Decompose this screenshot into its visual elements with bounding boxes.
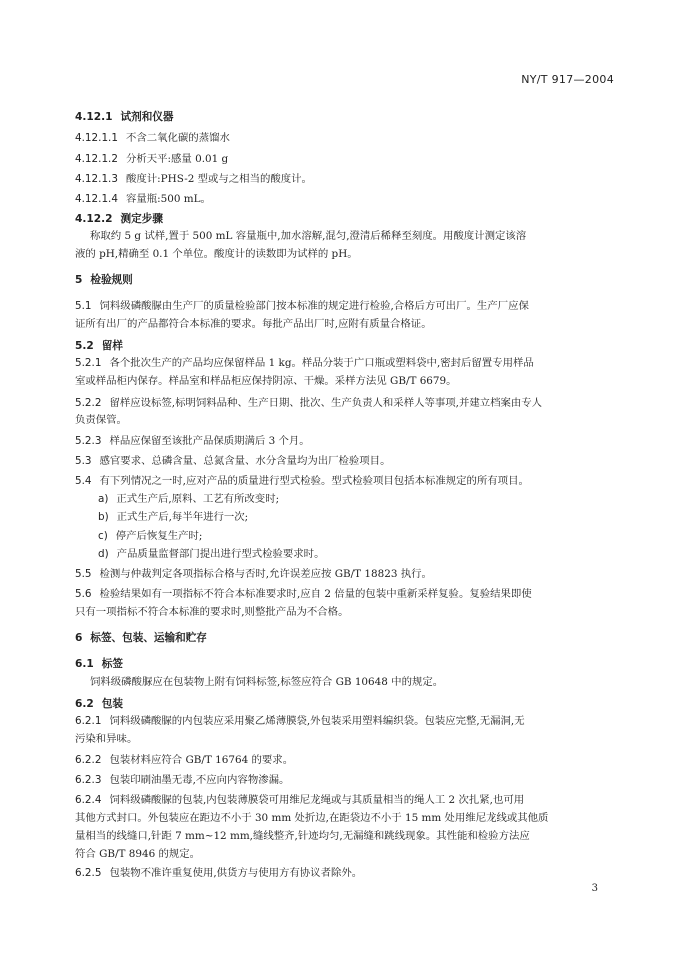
text-line bbox=[75, 317, 610, 331]
clause-number: 4.12.1 bbox=[75, 111, 113, 123]
clause-text: 饲料级磷酸脲应在包装物上附有饲料标签,标签应符合 GB 10648 中的规定。 bbox=[90, 676, 444, 688]
clause-text: 不含二氧化碳的蒸馏水 bbox=[125, 132, 230, 144]
text-line bbox=[75, 567, 610, 581]
clause-number: 5.4 bbox=[75, 475, 92, 487]
clause-number: 5 bbox=[75, 274, 83, 286]
text-line bbox=[98, 547, 610, 561]
clause-number: 5.1 bbox=[75, 300, 92, 312]
section-heading bbox=[75, 273, 610, 287]
clause-number: 4.12.1.4 bbox=[75, 193, 118, 205]
text-line bbox=[75, 247, 610, 261]
section-heading bbox=[75, 697, 610, 711]
clause-number: 6.2.5 bbox=[75, 867, 102, 879]
text-line bbox=[98, 510, 610, 524]
clause-text: 包装物不准许重复使用,供货方与使用方有协议者除外。 bbox=[109, 867, 363, 879]
clause-text: 容量瓶:500 mL。 bbox=[125, 193, 211, 205]
standard-number: NY/T 917—2004 bbox=[521, 73, 614, 86]
clause-text: 室或样品柜内保存。样品室和样品柜应保持阴凉、干燥。采样方法见 GB/T 6679。 bbox=[75, 375, 457, 387]
clause-number: a) bbox=[98, 493, 109, 505]
clause-text: 酸度计:PHS-2 型或与之相当的酸度计。 bbox=[125, 173, 312, 185]
clause-number: 4.12.1.1 bbox=[75, 132, 118, 144]
text-line bbox=[75, 131, 610, 145]
clause-number: 6.2.2 bbox=[75, 754, 102, 766]
section-heading bbox=[75, 657, 610, 671]
clause-text: 标签、包装、运输和贮存 bbox=[90, 632, 207, 644]
text-line bbox=[75, 732, 610, 746]
text-line bbox=[75, 192, 610, 206]
text-line bbox=[75, 172, 610, 186]
section-heading bbox=[75, 631, 610, 645]
text-line bbox=[75, 811, 610, 825]
text-line bbox=[98, 529, 610, 543]
text-line bbox=[75, 866, 610, 880]
clause-text: 正式生产后,每半年进行一次; bbox=[116, 511, 249, 523]
clause-number: 6.2 bbox=[75, 698, 94, 710]
clause-text: 检验规则 bbox=[90, 274, 133, 286]
clause-text: 样品应保留至该批产品保质期满后 3 个月。 bbox=[109, 435, 310, 447]
text-line bbox=[75, 605, 610, 619]
clause-text: 包装材料应符合 GB/T 16764 的要求。 bbox=[109, 754, 294, 766]
page-number: 3 bbox=[591, 883, 598, 894]
clause-text: 污染和异味。 bbox=[75, 733, 138, 745]
clause-number: c) bbox=[98, 530, 108, 542]
clause-number: 6.2.1 bbox=[75, 715, 102, 727]
clause-text: 测定步骤 bbox=[120, 213, 163, 225]
clause-number: 5.2 bbox=[75, 340, 94, 352]
clause-text: 有下列情况之一时,应对产品的质量进行型式检验。型式检验项目包括本标准规定的所有项目。 bbox=[99, 475, 529, 487]
text-line bbox=[75, 793, 610, 807]
clause-text: 其他方式封口。外包装应在距边不小于 30 mm 处折边,在距袋边不小于 15 mm 处用维尼龙线或其他质 bbox=[75, 812, 549, 824]
text-line bbox=[75, 374, 610, 388]
clause-number: d) bbox=[98, 548, 109, 560]
clause-text: 感官要求、总磷含量、总氮含量、水分含量均为出厂检验项目。 bbox=[99, 455, 391, 467]
clause-text: 液的 pH,精确至 0.1 个单位。酸度计的读数即为试样的 pH。 bbox=[75, 248, 358, 260]
clause-text: 包装印刷油墨无毒,不应向内容物渗漏。 bbox=[109, 774, 290, 786]
text-line bbox=[75, 587, 610, 601]
clause-number: 5.2.1 bbox=[75, 357, 102, 369]
clause-number: 5.2.3 bbox=[75, 435, 102, 447]
clause-number: 4.12.1.3 bbox=[75, 173, 118, 185]
clause-text: 产品质量监督部门提出进行型式检验要求时。 bbox=[116, 548, 325, 560]
text-line bbox=[75, 474, 610, 488]
text-line bbox=[75, 299, 610, 313]
text-line bbox=[75, 773, 610, 787]
clause-number: 5.5 bbox=[75, 568, 92, 580]
text-line bbox=[75, 396, 610, 410]
section-heading bbox=[75, 110, 610, 124]
clause-text: 饲料级磷酸脲的内包装应采用聚乙烯薄膜袋,外包装采用塑料编织袋。包装应完整,无漏洞,无 bbox=[109, 715, 525, 727]
clause-text: 留样应设标签,标明饲料品种、生产日期、批次、生产负责人和采样人等事项,并建立档案由专人 bbox=[109, 397, 543, 409]
text-line bbox=[75, 454, 610, 468]
clause-text: 量相当的线缝口,针距 7 mm~12 mm,缝线整齐,针迹均匀,无漏缝和跳线现象。其性能和检验方法应 bbox=[75, 830, 530, 842]
text-line bbox=[75, 413, 610, 427]
text-line bbox=[75, 714, 610, 728]
text-line bbox=[90, 675, 610, 689]
clause-text: 包装 bbox=[101, 698, 123, 710]
text-line bbox=[75, 829, 610, 843]
clause-text: 符合 GB/T 8946 的规定。 bbox=[75, 848, 201, 860]
text-line bbox=[98, 492, 610, 506]
clause-number: 6 bbox=[75, 632, 83, 644]
text-line bbox=[90, 229, 610, 243]
clause-number: 6.2.3 bbox=[75, 774, 102, 786]
section-heading bbox=[75, 339, 610, 353]
clause-text: 只有一项指标不符合本标准的要求时,则整批产品为不合格。 bbox=[75, 606, 349, 618]
clause-number: 6.2.4 bbox=[75, 794, 102, 806]
text-line bbox=[75, 753, 610, 767]
clause-number: 5.6 bbox=[75, 588, 92, 600]
clause-text: 负责保管。 bbox=[75, 414, 127, 426]
clause-text: 证所有出厂的产品都符合本标准的要求。每批产品出厂时,应附有质量合格证。 bbox=[75, 318, 432, 330]
clause-number: 6.1 bbox=[75, 658, 94, 670]
clause-text: 饲料级磷酸脲的包装,内包装薄膜袋可用维尼龙绳或与其质量相当的绳人工 2 次扎紧,也可用 bbox=[109, 794, 525, 806]
text-line bbox=[75, 152, 610, 166]
clause-number: 4.12.2 bbox=[75, 213, 113, 225]
clause-number: 5.2.2 bbox=[75, 397, 102, 409]
clause-text: 称取约 5 g 试样,置于 500 mL 容量瓶中,加水溶解,混匀,澄清后稀释至刻度。用酸度计测定该溶 bbox=[90, 230, 527, 242]
clause-text: 停产后恢复生产时; bbox=[115, 530, 203, 542]
clause-number: 4.12.1.2 bbox=[75, 153, 118, 165]
clause-text: 检测与仲裁判定各项指标合格与否时,允许误差应按 GB/T 18823 执行。 bbox=[99, 568, 432, 580]
clause-text: 试剂和仪器 bbox=[120, 111, 174, 123]
section-heading bbox=[75, 212, 610, 226]
clause-text: 正式生产后,原料、工艺有所改变时; bbox=[116, 493, 280, 505]
clause-text: 检验结果如有一项指标不符合本标准要求时,应自 2 倍量的包装中重新采样复验。复验结果即使 bbox=[99, 588, 532, 600]
text-line bbox=[75, 356, 610, 370]
clause-number: 5.3 bbox=[75, 455, 92, 467]
clause-text: 标签 bbox=[101, 658, 123, 670]
text-line bbox=[75, 434, 610, 448]
clause-text: 各个批次生产的产品均应保留样品 1 kg。样品分装于广口瓶或塑料袋中,密封后留置专用样品 bbox=[109, 357, 534, 369]
clause-text: 留样 bbox=[101, 340, 123, 352]
clause-text: 饲料级磷酸脲由生产厂的质量检验部门按本标准的规定进行检验,合格后方可出厂。生产厂应保 bbox=[99, 300, 529, 312]
text-line bbox=[75, 847, 610, 861]
clause-number: b) bbox=[98, 511, 109, 523]
clause-text: 分析天平:感量 0.01 g bbox=[125, 153, 229, 165]
